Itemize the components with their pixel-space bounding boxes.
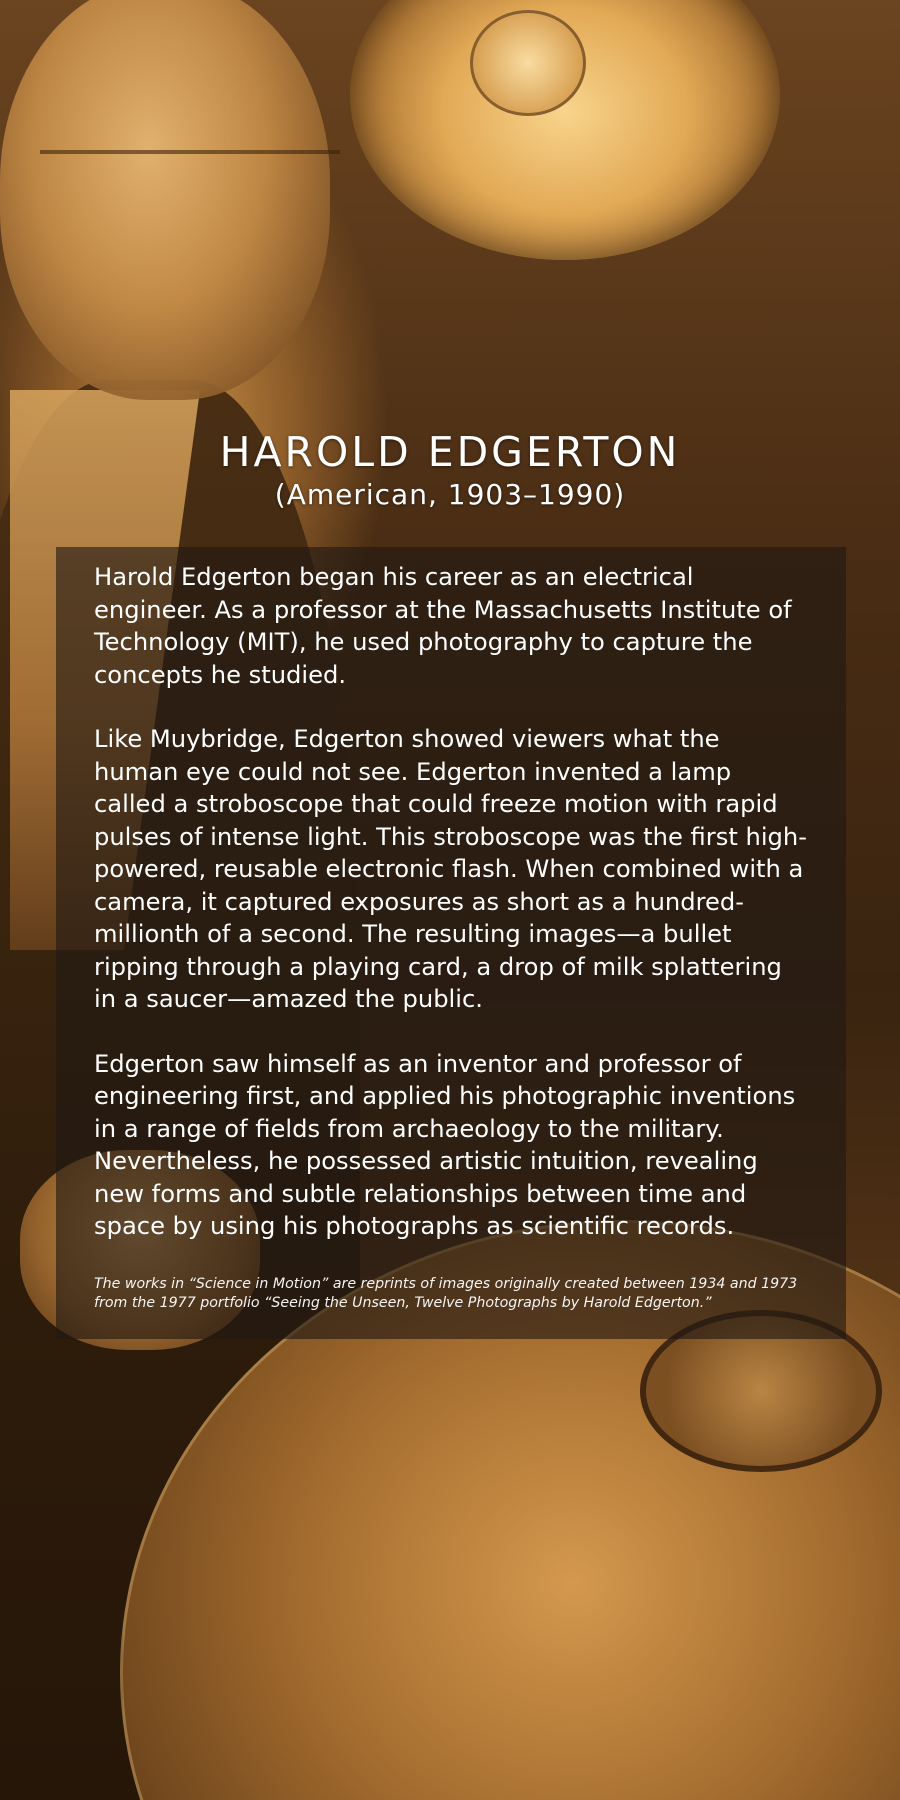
paragraph-2: Like Muybridge, Edgerton showed viewers what the human eye could not see. Edgerton invented a lamp called a stroboscope that could freeze motion with rapid pulses of intense light. This stroboscope was the first high-powered, reusable electronic flash. When combined with a camera, it captured exposures as short as a hundred-millionth of a second. The resulting images—a bullet ripping through a playing card, a drop of milk splattering in a saucer—amazed the public. xyxy=(94,725,807,1013)
background-photo-glasses xyxy=(40,150,340,234)
panel-title: HAROLD EDGERTON xyxy=(219,428,681,476)
paragraph-3: Edgerton saw himself as an inventor and professor of engineering first, and applied his photographic inventions in a range of fields from archaeology to the military. Nevertheless, he possessed artistic intuition, revealing new forms and subtle relationships between time and space by using his photographs as scientific records. xyxy=(94,1049,796,1240)
credit-caption: The works in “Science in Motion” are reprints of images originally created between 1934 and 1973 from the 1977 portfolio “Seeing the Unseen, Twelve Photographs by Harold Edgerton.” xyxy=(94,1275,798,1311)
background-photo-lamp-center xyxy=(470,10,586,116)
panel-subtitle: (American, 1903–1990) xyxy=(274,478,626,511)
paragraph-1: Harold Edgerton began his career as an electrical engineer. As a professor at the Massachusetts Institute of Technology (MIT), he used photography to capture the concepts he studied. xyxy=(94,563,792,689)
text-box xyxy=(56,547,846,1339)
